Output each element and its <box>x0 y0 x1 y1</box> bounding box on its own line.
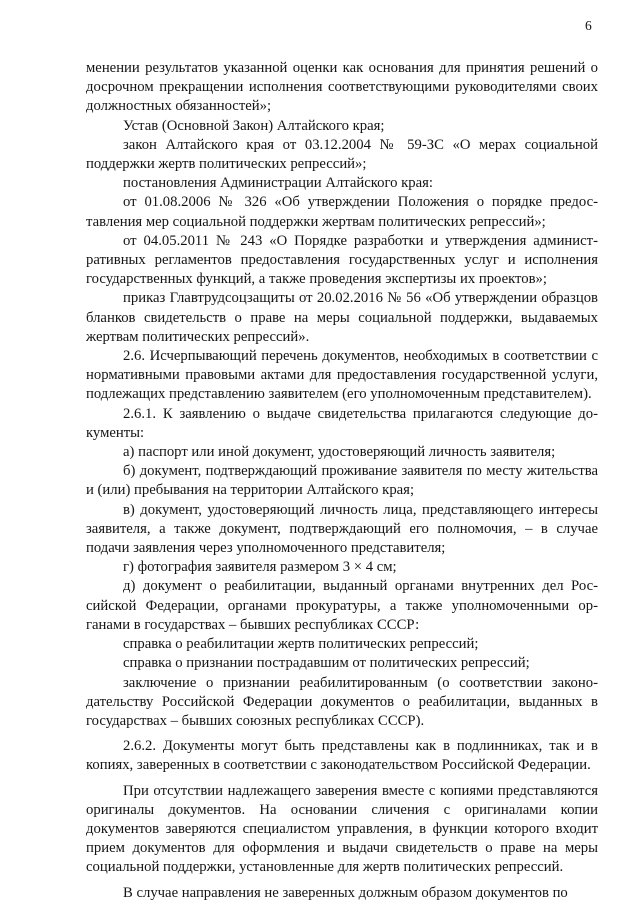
list-item: д) документ о реабилитации, выданный органами внутренних дел Российской Федерации, органами прокуратуры, а также уполномоченными органами в государствах – бывших республиках СССР: <box>86 578 598 633</box>
paragraph: менении результатов указанной оценки как основания для принятия решений о досрочном прекращении исполнения соответствующими руководителями своих должностных обязанностей»; <box>86 60 598 115</box>
paragraph: Устав (Основной Закон) Алтайского края; <box>123 117 385 134</box>
paragraph: 2.6. Исчерпывающий перечень документов, необходимых в соответствии с нормативными правовыми актами для предоставления государственной услуги, подлежащих представлению заявителем (его уполномоченным представителем). <box>86 348 598 403</box>
paragraph: постановления Администрации Алтайского края: <box>123 175 434 192</box>
list-item: а) паспорт или иной документ, удостоверяющий личность заявителя; <box>123 444 556 461</box>
paragraph: 2.6.2. Документы могут быть представлены как в подлинниках, так и в копиях, заверенных в соответствии с законодательством Российской Федерации. <box>86 738 598 774</box>
paragraph: приказ Главтрудсоцзащиты от 20.02.2016 № 56 «Об утверждении образцов бланков свидетельств о праве на меры социальной поддержки, выдаваемых жертвам политических репрессий». <box>86 290 598 345</box>
list-item: б) документ, подтверждающий проживание заявителя по месту жительства и (или) пребывания на территории Алтайского края; <box>86 463 598 499</box>
paragraph: В случае направления не заверенных должным образом документов по <box>123 884 568 901</box>
list-item: в) документ, удостоверяющий личность лица, представляющего интересы заявителя, а также документ, подтверждающий его полномочия, – в случае подачи заявления через уполномоченного представителя; <box>86 501 598 557</box>
document-body <box>86 59 598 903</box>
paragraph: При отсутствии надлежащего заверения вместе с копиями представляются оригиналы документов. На основании сличения с оригиналами копии документов заверяются специалистом управления, в функции которого входит прием документов для оформления и выдачи свидетельств о праве на меры социальной поддержки, установленные для жертв политических репрессий. <box>86 782 598 876</box>
paragraph: закон Алтайского края от 03.12.2004 № 59-ЗС «О мерах социальной поддержки жертв политических репрессий»; <box>86 136 598 173</box>
list-item: справка о реабилитации жертв политических репрессий; <box>123 636 479 653</box>
list-item: заключение о признании реабилитированным (о соответствии законодательству Российской Федерации документов о реабилитации, выданных в государствах – бывших союзных республиках СССР). <box>86 674 598 729</box>
paragraph: 2.6.1. К заявлению о выдаче свидетельства прилагаются следующие документы: <box>86 405 598 441</box>
paragraph: от 01.08.2006 № 326 «Об утверждении Положения о порядке предоставления мер социальной поддержки жертвам политических репрессий»; <box>86 194 598 230</box>
list-item: г) фотография заявителя размером 3 × 4 см; <box>123 559 397 576</box>
list-item: справка о признании пострадавшим от политических репрессий; <box>123 655 530 672</box>
paragraph: от 04.05.2011 № 243 «О Порядке разработки и утверждения административных регламентов предоставления государственных услуг и исполнения государственных функций, а также проведения экспертизы их проектов»; <box>86 232 598 288</box>
page-number: 6 <box>585 18 592 33</box>
